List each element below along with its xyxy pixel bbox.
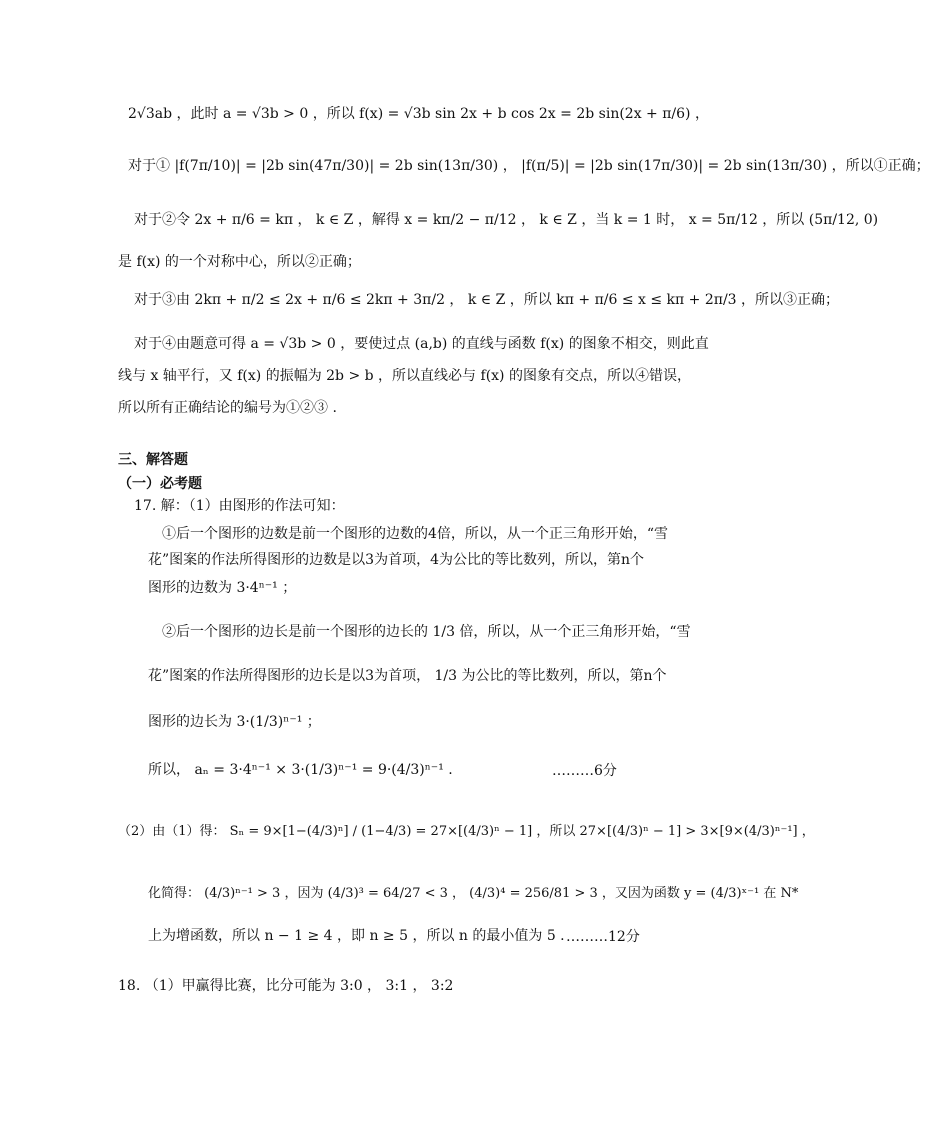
score-12: ………12分 (566, 929, 640, 945)
text-line-4: 是 f(x) 的一个对称中心，所以②正确； (118, 254, 361, 270)
q17-part2-line-2: 化简得： (4/3)ⁿ⁻¹ > 3 ，因为 (4/3)³ = 64/27 < 3 ， (4/3)⁴ = 256/81 > 3 ，又因为函数 y = (4/3)ˣ⁻¹ 在 N* (148, 886, 799, 901)
text-line-5: 对于③由 2kπ + π/2 ≤ 2x + π/6 ≤ 2kπ + 3π/2 ， k ∈ Z ，所以 kπ + π/6 ≤ x ≤ kπ + 2π/3 ，所以③正确； (134, 292, 840, 308)
text-line-7: 线与 x 轴平行，又 f(x) 的振幅为 2b > b ，所以直线必与 f(x) 的图象有交点，所以④错误， (118, 368, 691, 384)
q17-line-4: ②后一个图形的边长是前一个图形的边长的 1/3 倍，所以，从一个正三角形开始，“雪 (162, 624, 691, 640)
text-line-2: 对于① |f(7π/10)| = |2b sin(47π/30)| = 2b sin(13π/30) ， |f(π/5)| = |2b sin(17π/30)| = 2b sin(13π/30) ，所以①正确； (128, 158, 930, 174)
q18-line-1: 18. （1）甲赢得比赛，比分可能为 3:0 ， 3:1 ， 3:2 (118, 978, 454, 994)
text-line-3: 对于②令 2x + π/6 = kπ ， k ∈ Z ，解得 x = kπ/2 − π/12 ， k ∈ Z ，当 k = 1 时， x = 5π/12 ，所以 (5π/12, 0) (134, 212, 879, 228)
q17-intro: 17. 解：（1）由图形的作法可知： (134, 498, 345, 514)
q17-part2-line-1: （2）由（1）得： Sₙ = 9×[1−(4/3)ⁿ] / (1−4/3) = 27×[(4/3)ⁿ − 1] ，所以 27×[(4/3)ⁿ − 1] > 3×[9×(4/3)ⁿ⁻¹] ， (118, 824, 815, 839)
q17-line-2: 花”图案的作法所得图形的边数是以3为首项，4为公比的等比数列，所以，第n个 (148, 552, 644, 568)
q17-part2-line-3: 上为增函数，所以 n − 1 ≥ 4 ，即 n ≥ 5 ，所以 n 的最小值为 5 . (148, 928, 565, 944)
q17-line-1: ①后一个图形的边数是前一个图形的边数的4倍，所以，从一个正三角形开始，“雪 (162, 526, 669, 542)
text-line-8: 所以所有正确结论的编号为①②③ . (118, 400, 337, 416)
q17-line-6: 图形的边长为 3·(1/3)ⁿ⁻¹ ； (148, 714, 321, 730)
q17-line-3: 图形的边数为 3·4ⁿ⁻¹ ； (148, 580, 297, 596)
q17-line-5: 花”图案的作法所得图形的边长是以3为首项， 1/3 为公比的等比数列，所以，第n个 (148, 668, 667, 684)
section-heading: 三、解答题 (118, 452, 188, 468)
score-6: ………6分 (552, 763, 617, 779)
text-line-6: 对于④由题意可得 a = √3b > 0 ，要使过点 (a,b) 的直线与函数 f(x) 的图象不相交，则此直 (134, 336, 709, 352)
text-line-1: 2√3ab ，此时 a = √3b > 0 ，所以 f(x) = √3b sin 2x + b cos 2x = 2b sin(2x + π/6) ， (128, 106, 709, 122)
q17-line-7: 所以， aₙ = 3·4ⁿ⁻¹ × 3·(1/3)ⁿ⁻¹ = 9·(4/3)ⁿ⁻¹ . (148, 762, 453, 778)
subsection-heading: （一）必考题 (118, 476, 202, 492)
